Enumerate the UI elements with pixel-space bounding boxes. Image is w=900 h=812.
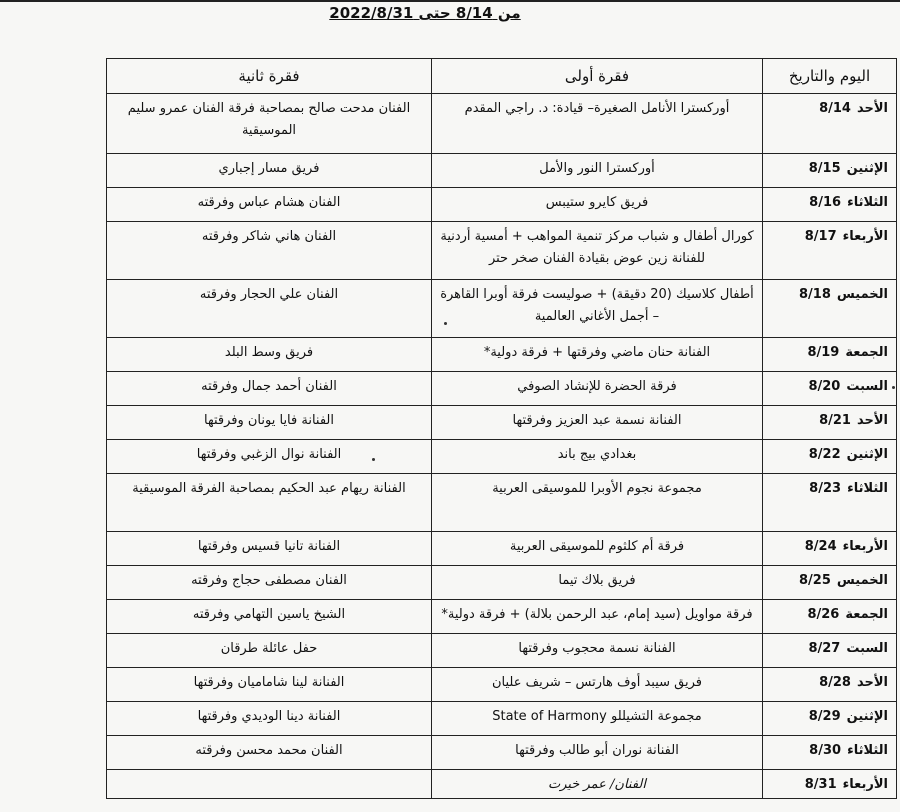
day-name: الجمعة (845, 607, 888, 622)
second-segment-cell: الفنانة دينا الوديدي وفرقتها (107, 702, 432, 736)
day-date-cell (763, 280, 897, 338)
day-name: الثلاثاء (847, 195, 888, 210)
table-row (107, 668, 897, 702)
table-row (107, 600, 897, 634)
top-rule (0, 0, 900, 2)
date-range-heading: من 8/14 حتى 2022/8/31 (329, 4, 521, 22)
first-segment-cell: فريق بلاك تيما (432, 566, 763, 600)
first-segment-cell: بغدادي بيج باند (432, 440, 763, 474)
second-segment-cell: الفنانة ريهام عبد الحكيم بمصاحبة الفرقة الموسيقية (107, 474, 432, 532)
table-row (107, 634, 897, 668)
day-name: الثلاثاء (847, 481, 888, 496)
day-name: الإثنين (846, 447, 888, 462)
first-segment-cell: فرقة مواويل (سيد إمام، عبد الرحمن بلالة) + فرقة دولية* (432, 600, 763, 634)
day-date-cell (763, 440, 897, 474)
second-segment-cell: الفنانة لينا شاماميان وفرقتها (107, 668, 432, 702)
table-row (107, 566, 897, 600)
first-segment-cell: أوركسترا النور والأمل (432, 154, 763, 188)
column-header-first: فقرة أولى (432, 59, 763, 94)
table-row (107, 474, 897, 532)
first-segment-cell: فريق سيبد أوف هارتس – شريف عليان (432, 668, 763, 702)
date: 8/25 (799, 573, 831, 588)
second-segment-cell: فريق مسار إجباري (107, 154, 432, 188)
second-segment-cell: الفنان محمد محسن وفرقته (107, 736, 432, 770)
day-date-cell (763, 406, 897, 440)
first-segment-cell: الفنان/ عمر خيرت (432, 770, 763, 799)
header-row (107, 59, 897, 94)
day-name: الجمعة (845, 345, 888, 360)
day-date-cell (763, 600, 897, 634)
table-row (107, 532, 897, 566)
table-row (107, 440, 897, 474)
date: 8/21 (819, 413, 851, 428)
second-segment-cell: الفنان مدحت صالح بمصاحبة فرقة الفنان عمرو سليم الموسيقية (107, 94, 432, 154)
first-segment-cell: أطفال كلاسيك (20 دقيقة) + صوليست فرقة أوبرا القاهرة – أجمل الأغاني العالمية (432, 280, 763, 338)
day-date-cell (763, 372, 897, 406)
day-name: السبت (846, 379, 888, 394)
table-row (107, 94, 897, 154)
table-row (107, 154, 897, 188)
second-segment-cell: حفل عائلة طرقان (107, 634, 432, 668)
schedule-table (106, 58, 897, 799)
day-date-cell (763, 154, 897, 188)
column-header-second: فقرة ثانية (107, 59, 432, 94)
second-segment-cell: الفنان هاني شاكر وفرقته (107, 222, 432, 280)
date: 8/23 (809, 481, 842, 496)
table-row (107, 338, 897, 372)
day-name: الإثنين (846, 161, 888, 176)
first-segment-cell: الفنانة حنان ماضي وفرقتها + فرقة دولية* (432, 338, 763, 372)
first-segment-cell: فرقة أم كلثوم للموسيقى العربية (432, 532, 763, 566)
table-row (107, 736, 897, 770)
first-segment-cell: كورال أطفال و شباب مركز تنمية المواهب + أمسية أردنية للفنانة زين عوض بقيادة الفنان صخر حتر (432, 222, 763, 280)
date: 8/27 (808, 641, 841, 656)
date: 8/31 (804, 777, 837, 792)
first-segment-cell: مجموعة نجوم الأوبرا للموسيقى العربية (432, 474, 763, 532)
day-date-cell (763, 338, 897, 372)
day-name: الأربعاء (842, 229, 888, 244)
second-segment-cell: الشيخ ياسين التهامي وفرقته (107, 600, 432, 634)
day-date-cell (763, 94, 897, 154)
date: 8/14 (819, 101, 851, 116)
table-row (107, 372, 897, 406)
day-date-cell (763, 566, 897, 600)
second-segment-cell (107, 770, 432, 799)
first-segment-cell: أوركسترا الأنامل الصغيرة– قيادة: د. راجي المقدم (432, 94, 763, 154)
date: 8/30 (809, 743, 842, 758)
day-date-cell (763, 770, 897, 799)
first-segment-cell: الفنانة نسمة عبد العزيز وفرقتها (432, 406, 763, 440)
first-segment-cell: مجموعة التشيللو State of Harmony (432, 702, 763, 736)
scan-speck (892, 386, 895, 389)
second-segment-cell: الفنان هشام عباس وفرقته (107, 188, 432, 222)
date: 8/17 (804, 229, 837, 244)
day-date-cell (763, 532, 897, 566)
day-date-cell (763, 702, 897, 736)
date: 8/26 (807, 607, 840, 622)
day-date-cell (763, 222, 897, 280)
day-name: الخميس (836, 287, 888, 302)
second-segment-cell: الفنان مصطفى حجاج وفرقته (107, 566, 432, 600)
day-date-cell (763, 736, 897, 770)
table-row (107, 188, 897, 222)
second-segment-cell: فريق وسط البلد (107, 338, 432, 372)
date: 8/19 (807, 345, 840, 360)
day-name: السبت (846, 641, 888, 656)
date: 8/15 (808, 161, 841, 176)
day-name: الأحد (856, 101, 888, 116)
first-segment-cell: فرقة الحضرة للإنشاد الصوفي (432, 372, 763, 406)
table-row (107, 702, 897, 736)
table-row (107, 222, 897, 280)
first-segment-cell: الفنانة نسمة محجوب وفرقتها (432, 634, 763, 668)
day-date-cell (763, 188, 897, 222)
first-segment-cell: الفنانة نوران أبو طالب وفرقتها (432, 736, 763, 770)
date: 8/28 (819, 675, 851, 690)
scan-speck (372, 458, 375, 461)
second-segment-cell: الفنانة تانيا قسيس وفرقتها (107, 532, 432, 566)
day-name: الأحد (856, 413, 888, 428)
day-name: الأربعاء (842, 539, 888, 554)
day-name: الخميس (836, 573, 888, 588)
day-name: الأحد (856, 675, 888, 690)
date: 8/20 (808, 379, 841, 394)
second-segment-cell: الفنانة فايا يونان وفرقتها (107, 406, 432, 440)
date: 8/16 (809, 195, 842, 210)
second-segment-cell: الفنانة نوال الزغبي وفرقتها (107, 440, 432, 474)
date: 8/18 (799, 287, 831, 302)
second-segment-cell: الفنان أحمد جمال وفرقته (107, 372, 432, 406)
table-row (107, 770, 897, 799)
day-date-cell (763, 668, 897, 702)
second-segment-cell: الفنان علي الحجار وفرقته (107, 280, 432, 338)
column-header-day: اليوم والتاريخ (763, 59, 897, 94)
date: 8/24 (804, 539, 837, 554)
date: 8/22 (808, 447, 841, 462)
day-date-cell (763, 474, 897, 532)
date: 8/29 (808, 709, 841, 724)
day-date-cell (763, 634, 897, 668)
table-row (107, 280, 897, 338)
first-segment-cell: فريق كايرو ستيبس (432, 188, 763, 222)
table-row (107, 406, 897, 440)
day-name: الثلاثاء (847, 743, 888, 758)
day-name: الإثنين (846, 709, 888, 724)
scan-speck (444, 322, 447, 325)
day-name: الأربعاء (842, 777, 888, 792)
